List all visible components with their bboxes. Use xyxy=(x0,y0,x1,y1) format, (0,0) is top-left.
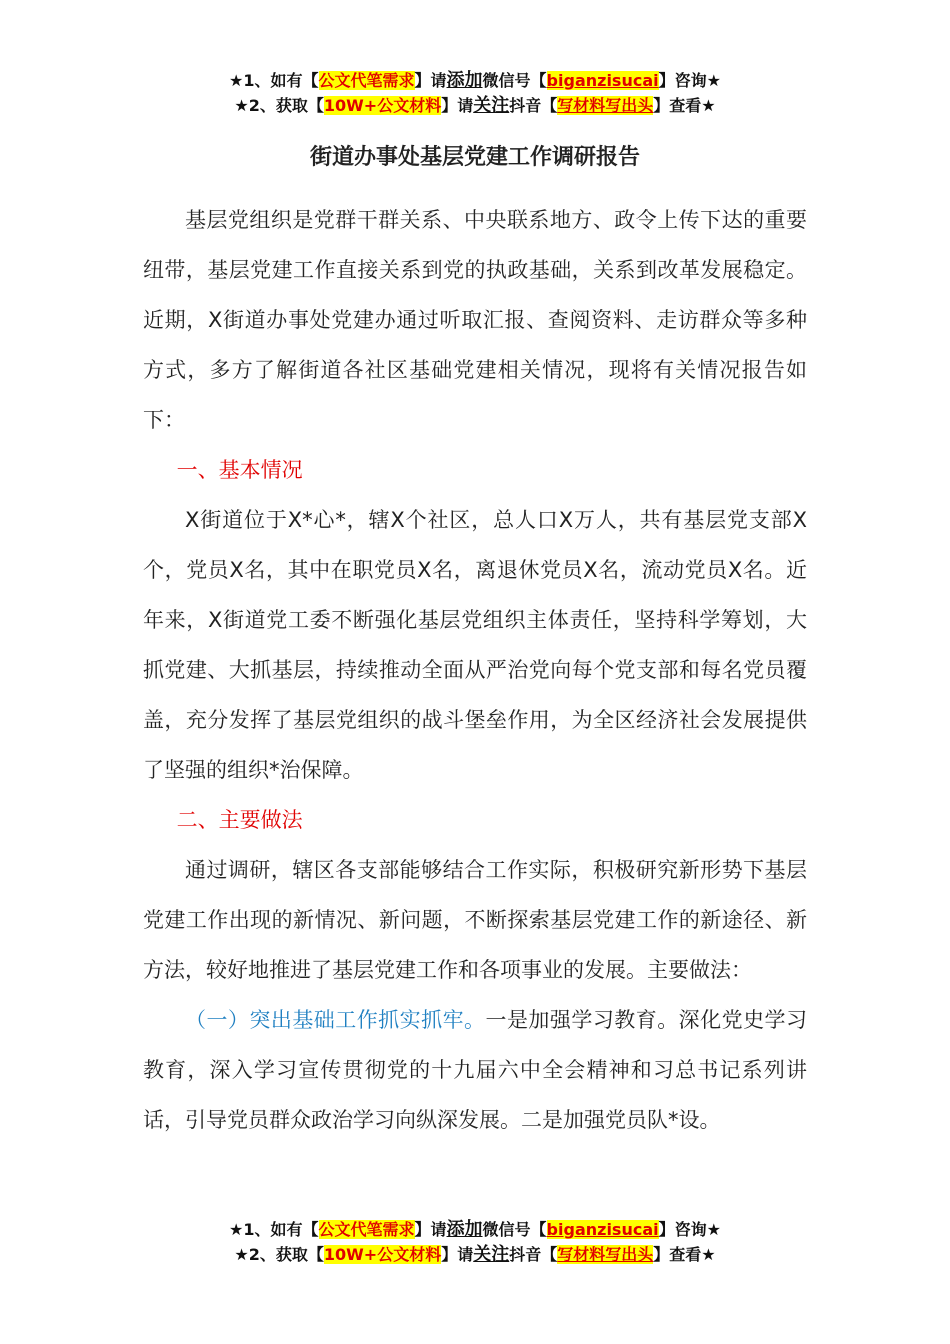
promo-highlight: 公文代笔需求 xyxy=(318,1220,415,1239)
section-heading-practices: 二、主要做法 xyxy=(176,808,303,832)
promo-douyin-id: 写材料写出头 xyxy=(557,1245,654,1264)
promo-text: 微信号【 xyxy=(482,71,547,90)
promo-text: 】咨询★ xyxy=(658,1220,721,1239)
promo-text: ★2、获取【 xyxy=(234,1245,324,1264)
promo-text: 】查看★ xyxy=(653,96,716,115)
promo-text: ★1、如有【 xyxy=(229,71,319,90)
promo-highlight: 公文代笔需求 xyxy=(318,71,415,90)
promo-line-1 xyxy=(0,1217,950,1242)
promo-text: 】查看★ xyxy=(653,1245,716,1264)
subsection-text: 一是加强学习教育。深化党史学习教育，深入学习宣传贯彻党的十九届六中全会精神和习总书记系列讲话，引导党员群众政治学习向纵深发展。二是加强党员队*设。 xyxy=(143,1008,807,1132)
promo-text: 】请 xyxy=(414,71,447,90)
promo-text: 】请 xyxy=(441,96,474,115)
subsection-heading: （一）突出基础工作抓实抓牢。 xyxy=(185,1008,486,1032)
promo-text: 微信号【 xyxy=(482,1220,547,1239)
promo-highlight: 10W+公文材料 xyxy=(323,96,442,115)
promo-wechat-id: biganzisucai xyxy=(546,71,659,90)
promo-text: 抖音【 xyxy=(509,96,558,115)
document-body xyxy=(143,195,807,1145)
paragraph-practices: 通过调研，辖区各支部能够结合工作实际，积极研究新形势下基层党建工作出现的新情况、新问题，不断探索基层党建工作的新途径、新方法，较好地推进了基层党建工作和各项事业的发展。主要做法： xyxy=(143,858,807,982)
promo-banner-bottom xyxy=(0,1217,950,1267)
promo-underline: 添加 xyxy=(446,1219,483,1240)
promo-text: ★1、如有【 xyxy=(229,1220,319,1239)
section-heading-basic: 一、基本情况 xyxy=(176,458,303,482)
paragraph-basic: X街道位于X*心*，辖X个社区，总人口X万人，共有基层党支部X个，党员X名，其中在职党员X名，离退休党员X名，流动党员X名。近年来，X街道党工委不断强化基层党组织主体责任，坚持科学筹划，大抓党建、大抓基层，持续推动全面从严治党向每个党支部和每名党员覆盖，充分发挥了基层党组织的战斗堡垒作用，为全区经济社会发展提供了坚强的组织*治保障。 xyxy=(143,508,807,782)
promo-banner-top xyxy=(0,68,950,118)
document-title: 街道办事处基层党建工作调研报告 xyxy=(309,145,640,170)
promo-text: 】请 xyxy=(414,1220,447,1239)
paragraph-intro: 基层党组织是党群干群关系、中央联系地方、政令上传下达的重要纽带，基层党建工作直接关系到党的执政基础，关系到改革发展稳定。近期，X街道办事处党建办通过听取汇报、查阅资料、走访群众等多种方式，多方了解街道各社区基础党建相关情况，现将有关情况报告如下： xyxy=(143,208,807,432)
promo-highlight: 10W+公文材料 xyxy=(323,1245,442,1264)
promo-line-2 xyxy=(0,1242,950,1267)
promo-text: ★2、获取【 xyxy=(234,96,324,115)
promo-underline: 关注 xyxy=(473,1244,510,1265)
promo-douyin-id: 写材料写出头 xyxy=(557,96,654,115)
promo-line-1 xyxy=(0,68,950,93)
promo-underline: 关注 xyxy=(473,95,510,116)
promo-text: 】请 xyxy=(441,1245,474,1264)
promo-wechat-id: biganzisucai xyxy=(546,1220,659,1239)
promo-text: 抖音【 xyxy=(509,1245,558,1264)
promo-underline: 添加 xyxy=(446,70,483,91)
promo-line-2 xyxy=(0,93,950,118)
promo-text: 】咨询★ xyxy=(658,71,721,90)
paragraph-sub1 xyxy=(143,995,807,1145)
